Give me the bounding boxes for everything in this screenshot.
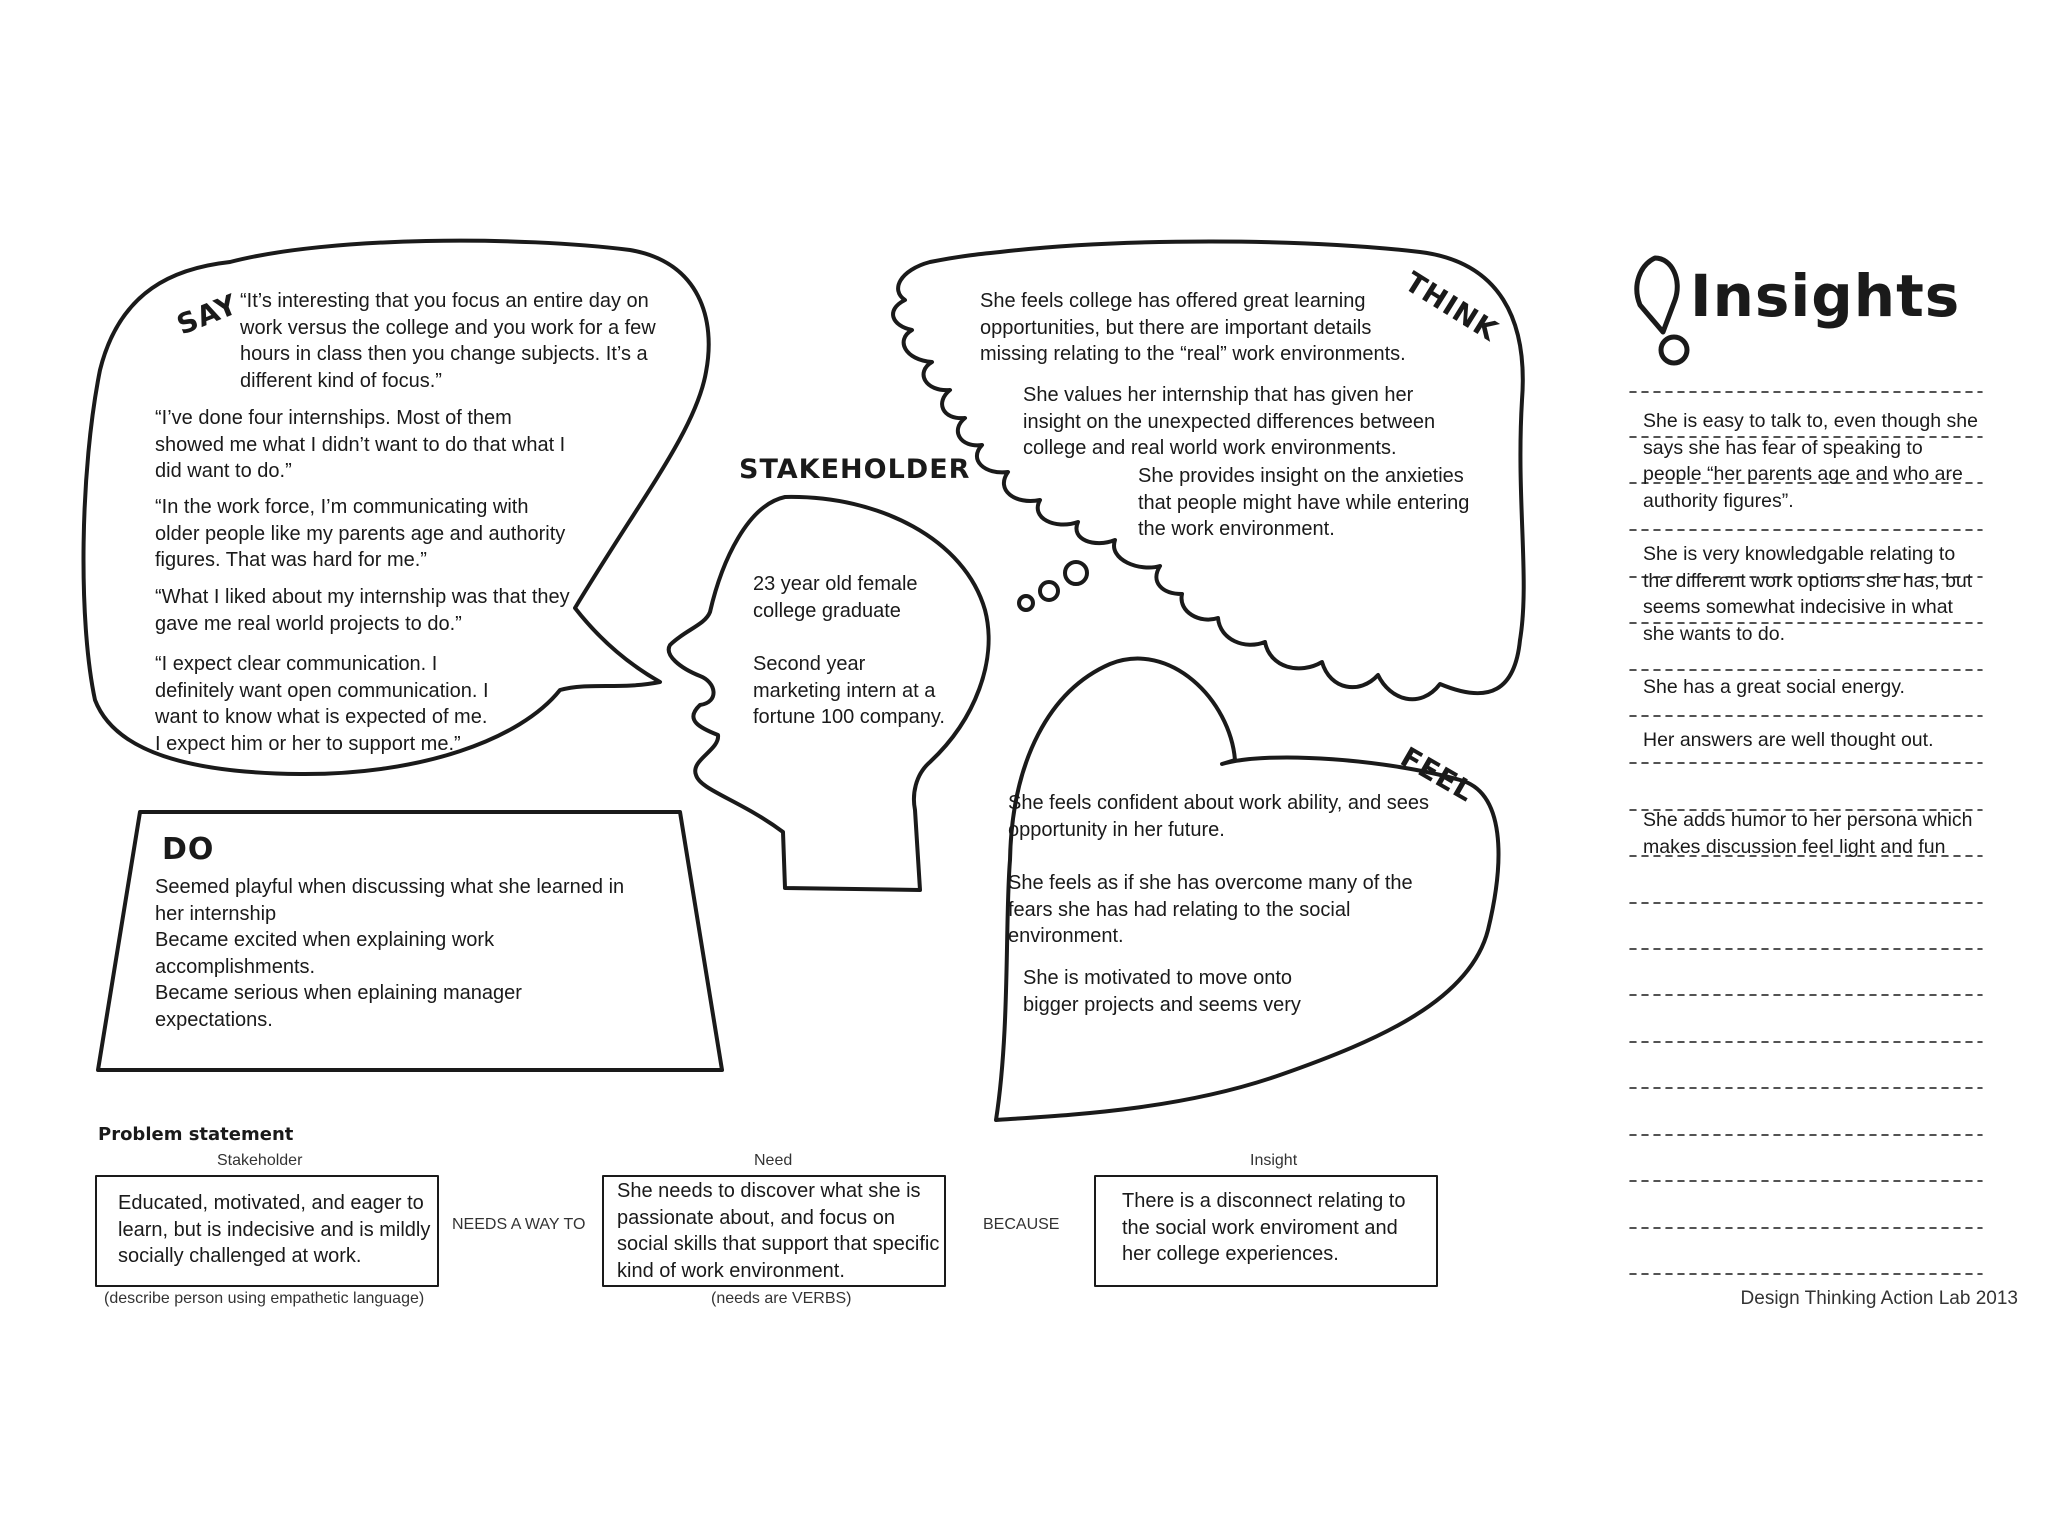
stakeholder-description: 23 year old female college graduate (753, 573, 918, 622)
insight-item: She has a great social energy. (1643, 676, 1905, 698)
thought-bubble-small (1019, 596, 1033, 610)
say-quote: “In the work force, I’m communicating with older people like my parents age and authority figures. That was hard for me.” (155, 496, 566, 571)
insight-item: She is very knowledgable relating to the different work options she has, but seems somewhat indecisive in what she wants to do. (1643, 543, 1973, 645)
stakeholder-role: Second year marketing intern at a fortune 100 company. (753, 653, 945, 728)
because-connector: BECAUSE (983, 1216, 1060, 1233)
think-label: THINK (1399, 265, 1505, 348)
feel-item: She feels as if she has overcome many of the fears she has had relating to the social environment. (1008, 872, 1413, 947)
insights-exclamation-icon (1637, 258, 1677, 332)
say-quote: “It’s interesting that you focus an entire day on work versus the college and you work for a few hours in class then you change subjects. It’s a different kind of focus.” (240, 290, 656, 392)
stakeholder-hint: (describe person using empathetic language) (104, 1290, 425, 1307)
need-statement: She needs to discover what she is passionate about, and focus on social skills that support that specific kind of work environment. (617, 1180, 940, 1282)
footer-credit: Design Thinking Action Lab 2013 (1740, 1288, 2018, 1309)
do-label: DO (162, 832, 215, 867)
insight-item: She adds humor to her persona which makes discussion feel light and fun (1643, 809, 1973, 858)
needs-a-way-to-connector: NEEDS A WAY TO (452, 1216, 586, 1233)
say-label: SAY (172, 287, 243, 342)
say-quote: “I expect clear communication. I definitely want open communication. I want to know what is expected of me. I expect him or her to support me.” (155, 653, 489, 755)
say-quote: “I’ve done four internships. Most of them showed me what I didn’t want to do that what I did want to do.” (155, 407, 566, 482)
think-item: She provides insight on the anxieties that people might have while entering the work environment. (1138, 465, 1470, 540)
need-hint: (needs are VERBS) (711, 1290, 852, 1307)
think-item: She feels college has offered great learning opportunities, but there are important details missing relating to the “real” work environments. (980, 290, 1406, 365)
think-item: She values her internship that has given her insight on the unexpected differences between college and real world work environments. (1023, 384, 1436, 459)
insight-item: She is easy to talk to, even though she says she has fear of speaking to people “her parents age and who are authority figures”. (1643, 410, 1978, 512)
insight-box-label: Insight (1250, 1152, 1298, 1169)
insights-title: Insights (1690, 262, 1961, 330)
insights-exclamation-dot (1661, 337, 1687, 363)
insight-statement: There is a disconnect relating to the social work enviroment and her college experiences. (1122, 1190, 1406, 1265)
feel-item: She is motivated to move onto bigger projects and seems very (1023, 967, 1301, 1016)
need-box-label: Need (754, 1152, 793, 1169)
stakeholder-box-label: Stakeholder (217, 1152, 303, 1169)
thought-bubble-medium (1040, 582, 1058, 600)
feel-label: FEEL (1395, 740, 1481, 809)
feel-item: She feels confident about work ability, and sees opportunity in her future. (1008, 792, 1429, 841)
stakeholder-statement: Educated, motivated, and eager to learn, but is indecisive and is mildly socially challenged at work. (118, 1192, 431, 1267)
insight-item: Her answers are well thought out. (1643, 729, 1934, 751)
do-text: Seemed playful when discussing what she learned in her internship Became excited when explaining work accomplishments. Became serious when eplaining manager expectations. (155, 876, 625, 1031)
thought-bubble-large (1065, 562, 1087, 584)
say-quote: “What I liked about my internship was that they gave me real world projects to do.” (155, 586, 570, 635)
problem-statement-title: Problem statement (98, 1124, 294, 1145)
stakeholder-label: STAKEHOLDER (739, 454, 971, 485)
